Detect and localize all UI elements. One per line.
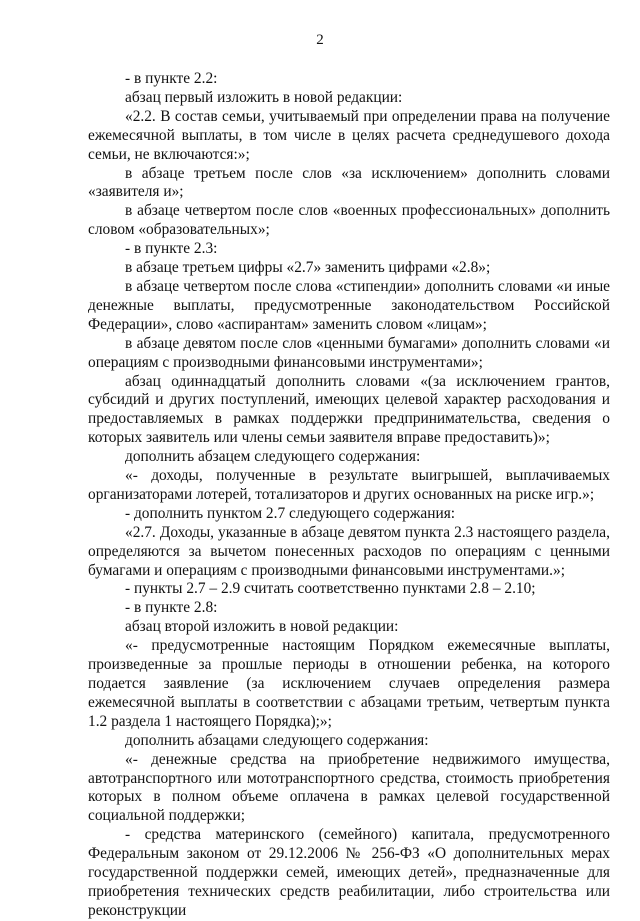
paragraph-8: в абзаце четвертом после слова «стипендии» дополнить словами «и иные денежные выплаты, предусмотренные законодательством Российской Федерации», слово «аспирантам» заменить словом «лицам»;: [88, 277, 610, 333]
paragraph-14: «2.7. Доходы, указанные в абзаце девятом пункта 2.3 настоящего раздела, определяются за вычетом понесенных расходов по операциям с ценными бумагами и операциям с производными финансовыми инструментами.»;: [88, 523, 610, 579]
paragraph-17: абзац второй изложить в новой редакции:: [125, 618, 399, 636]
paragraph-10: абзац одиннадцатый дополнить словами «(за исключением грантов, субсидий и других поступлений, имеющих целевой характер расходования и предоставляемых в рамках поддержки предпринимательства, сведения о которых заявитель или члены семьи заявителя вправе предоставить)»;: [88, 372, 610, 447]
paragraph-7: в абзаце третьем цифры «2.7» заменить цифрами «2.8»;: [125, 259, 491, 277]
document-body: [88, 70, 610, 921]
paragraph-21: - средства материнского (семейного) капитала, предусмотренного Федеральным законом от 29.12.2006 № 256-ФЗ «О дополнительных мерах государственной поддержки семей, имеющих детей», предназначенные для приобретения технических средств реабилитации, либо строительства или реконструкции: [88, 826, 610, 919]
paragraph-13: - дополнить пунктом 2.7 следующего содержания:: [125, 504, 456, 522]
paragraph-20: «- денежные средства на приобретение недвижимого имущества, автотранспортного или мототранспортного средства, стоимость приобретения которых в полном объеме оплачена в рамках целевой государственной социальной поддержки;: [88, 750, 610, 825]
paragraph-15: - пункты 2.7 – 2.9 считать соответственно пунктами 2.8 – 2.10;: [125, 580, 536, 598]
paragraph-9: в абзаце девятом после слов «ценными бумагами» дополнить словами «и операциям с производными финансовыми инструментами»;: [88, 334, 610, 371]
paragraph-19: дополнить абзацами следующего содержания:: [125, 731, 429, 749]
paragraph-12: «- доходы, полученные в результате выигрышей, выплачиваемых организаторами лотерей, тотализаторов и других основанных на риске игр.»;: [88, 467, 610, 503]
paragraph-1: - в пункте 2.2:: [125, 70, 218, 87]
paragraph-5: в абзаце четвертом после слов «военных профессиональных» дополнить словом «образовательных»;: [88, 202, 610, 239]
paragraph-11: дополнить абзацем следующего содержания:: [125, 448, 421, 466]
paragraph-3: «2.2. В состав семьи, учитываемый при определении права на получение ежемесячной выплаты, в том числе в целях расчета среднедушевого дохода семьи, не включаются:»;: [88, 107, 610, 163]
paragraph-18: «- предусмотренные настоящим Порядком ежемесячные выплаты, произведенные за прошлые периоды в отношении ребенка, на которого подается заявление (за исключением случаев определения размера ежемесячной выплаты в соответствии с абзацами третьим, четвертым пункта 1.2 раздела 1 настоящего Порядка);»;: [88, 637, 610, 730]
page-number: 2: [316, 32, 324, 48]
paragraph-2: абзац первый изложить в новой редакции:: [125, 88, 403, 106]
paragraph-16: - в пункте 2.8:: [125, 599, 218, 617]
paragraph-6: - в пункте 2.3:: [125, 240, 218, 258]
paragraph-4: в абзаце третьем после слов «за исключением» дополнить словами «заявителя и»;: [88, 164, 610, 201]
